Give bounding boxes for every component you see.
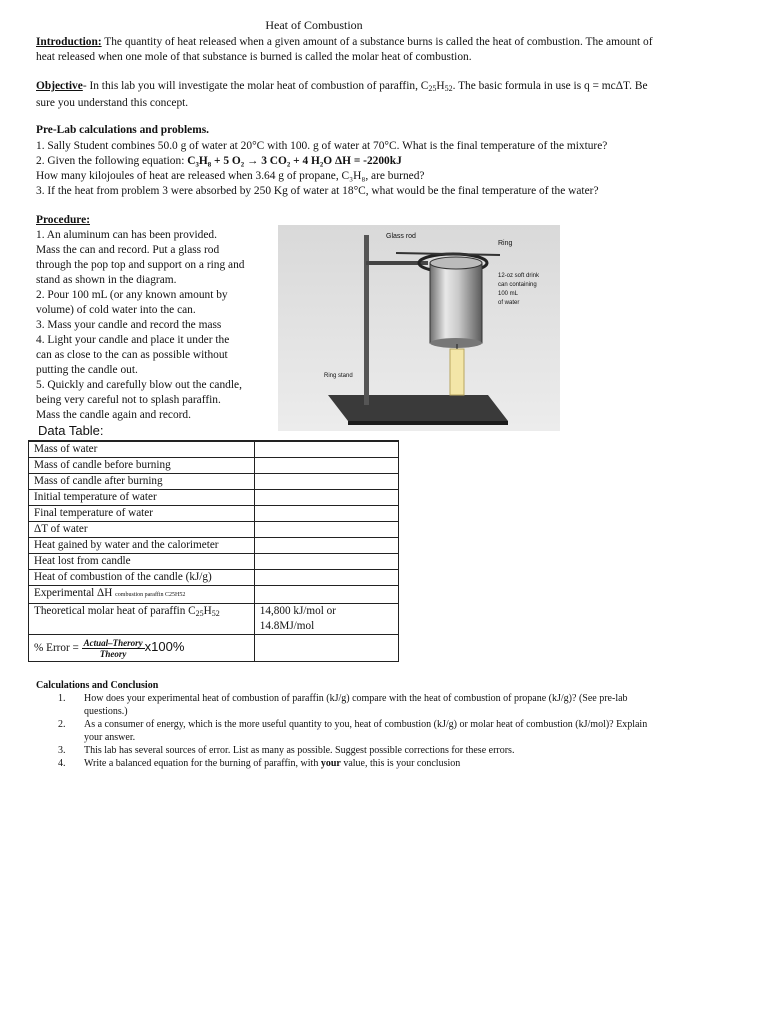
row-value-cell[interactable] xyxy=(254,506,398,522)
row-value-cell[interactable] xyxy=(254,522,398,538)
calc-question-4 xyxy=(58,757,738,770)
theoretical-label xyxy=(29,604,255,635)
row-label: ΔT of water xyxy=(29,522,255,538)
table-row xyxy=(29,441,399,458)
question-text: How does your experimental heat of combustion of paraffin (kJ/g) compare with the heat of combustion of propane (kJ/g)? (See pre-lab xyxy=(84,693,628,704)
soda-can-bottom xyxy=(430,338,482,348)
row-label: Mass of water xyxy=(29,441,255,458)
question-text: As a consumer of energy, which is the more useful quantity to you, heat of combustion (kJ/g) or molar heat of combustion (kJ/mol)? Explain xyxy=(84,719,648,730)
label-can: can containing xyxy=(498,282,537,288)
question-text: your answer. xyxy=(84,732,136,743)
percent-error-text: % Error = xyxy=(34,641,82,654)
procedure-line: stand as shown in the diagram. xyxy=(36,274,177,286)
row-label: Mass of candle before burning xyxy=(29,458,255,474)
question-number: 3. xyxy=(58,745,66,756)
row-value-cell[interactable] xyxy=(254,554,398,570)
label-ring: Ring xyxy=(498,240,513,247)
row-value-cell[interactable] xyxy=(254,570,398,586)
objective-text-1c: . The basic formula in use is q = mcΔT. Be xyxy=(452,80,648,92)
question-text: Write a balanced equation for the burning of paraffin, with xyxy=(84,758,321,769)
theoretical-value xyxy=(254,604,398,635)
propane-equation: C₃H₈ + 5 O₂ → 3 CO₂ + 4 H₂O ΔH = -2200kJ xyxy=(187,155,402,167)
question-text: This lab has several sources of error. List as many as possible. Suggest possible corrections for these errors. xyxy=(84,745,515,756)
prelab-heading: Pre-Lab calculations and problems. xyxy=(36,124,209,136)
label-ring-stand: Ring stand xyxy=(324,373,353,379)
row-value-cell[interactable] xyxy=(254,586,398,604)
ring-stand-rod xyxy=(364,235,369,405)
soda-can xyxy=(430,263,482,343)
experimental-dh-text: Experimental ΔH xyxy=(34,587,113,599)
table-row xyxy=(29,604,399,635)
prelab-question-1: 1. Sally Student combines 50.0 g of water at 20°C with 100. g of water at 70°C. What is the final temperature of the mixture? xyxy=(36,140,608,152)
objective-sub-52: 52 xyxy=(444,84,453,93)
calculations-questions xyxy=(58,692,738,770)
theoretical-value-kj: 14,800 kJ/mol or xyxy=(259,605,336,617)
question-text: questions.) xyxy=(84,706,128,717)
table-row xyxy=(29,635,399,662)
experimental-dh-subscript: combustion paraffin C25H52 xyxy=(115,592,186,598)
question-emphasis: your xyxy=(320,758,341,769)
row-label: Heat of combustion of the candle (kJ/g) xyxy=(29,570,255,586)
table-row xyxy=(29,458,399,474)
theoretical-text: Theoretical molar heat of paraffin C xyxy=(34,605,196,617)
soda-can-top xyxy=(430,257,482,269)
procedure-line: 3. Mass your candle and record the mass xyxy=(36,319,222,331)
row-label: Heat gained by water and the calorimeter xyxy=(29,538,255,554)
label-can: 100 mL xyxy=(498,291,519,297)
label-glass-rod: Glass rod xyxy=(386,233,416,240)
introduction-text-1: The quantity of heat released when a given amount of a substance burns is called the heat of combustion. The amount of xyxy=(101,36,653,48)
introduction-paragraph xyxy=(36,35,726,65)
calc-question-2 xyxy=(58,718,738,744)
label-can: 12-oz soft drink xyxy=(498,273,540,279)
calc-question-1 xyxy=(58,692,738,718)
candle xyxy=(450,349,464,395)
question-number: 2. xyxy=(58,719,66,730)
row-value-cell[interactable] xyxy=(254,474,398,490)
objective-text-2: sure you understand this concept. xyxy=(36,97,189,109)
question-text: value, this is your conclusion xyxy=(340,758,461,769)
table-row xyxy=(29,538,399,554)
theoretical-sub-25: 25 xyxy=(195,609,204,618)
objective-paragraph xyxy=(36,79,726,111)
procedure-line: Mass the candle again and record. xyxy=(36,409,191,421)
procedure-heading: Procedure: xyxy=(36,214,90,226)
data-table xyxy=(28,440,399,662)
objective-text-1b: H xyxy=(436,80,445,92)
prelab-questions xyxy=(36,139,726,199)
procedure-line: through the pop top and support on a ring and xyxy=(36,259,245,271)
procedure-line: 4. Light your candle and place it under the xyxy=(36,334,230,346)
prelab-question-3: 3. If the heat from problem 3 were absorbed by 250 Kg of water at 18°C, what would be the final temperature of the water? xyxy=(36,185,599,197)
procedure-line: putting the candle out. xyxy=(36,364,138,376)
ring-stand-base xyxy=(328,395,508,421)
procedure-line: being very careful not to splash paraffin. xyxy=(36,394,221,406)
table-row xyxy=(29,586,399,604)
table-row xyxy=(29,554,399,570)
fraction-numerator: Actual–Therory xyxy=(83,637,143,648)
row-label: Final temperature of water xyxy=(29,506,255,522)
question-number: 1. xyxy=(58,693,66,704)
row-value-cell[interactable] xyxy=(254,458,398,474)
procedure-line: Mass the can and record. Put a glass rod xyxy=(36,244,220,256)
procedure-steps xyxy=(36,228,274,423)
question-number: 4. xyxy=(58,758,66,769)
label-can: of water xyxy=(498,300,520,306)
row-label: Mass of candle after burning xyxy=(29,474,255,490)
row-value-cell[interactable] xyxy=(254,490,398,506)
theoretical-value-mj: 14.8MJ/mol xyxy=(259,620,315,632)
table-row xyxy=(29,490,399,506)
fraction-denominator: Theory xyxy=(99,648,127,659)
procedure-line: 5. Quickly and carefully blow out the candle, xyxy=(36,379,242,391)
row-value-cell[interactable] xyxy=(254,538,398,554)
objective-text-1a: - In this lab you will investigate the molar heat of combustion of paraffin, C xyxy=(82,80,429,92)
prelab-question-2-followup: How many kilojoules of heat are released when 3.64 g of propane, C₃H₈, are burned? xyxy=(36,170,425,182)
row-label: Heat lost from candle xyxy=(29,554,255,570)
calorimeter-diagram xyxy=(278,225,560,431)
table-row xyxy=(29,522,399,538)
theoretical-sub-52: 52 xyxy=(211,609,220,618)
procedure-line: 2. Pour 100 mL (or any known amount by xyxy=(36,289,228,301)
objective-sub-25: 25 xyxy=(428,84,437,93)
procedure-line: 1. An aluminum can has been provided. xyxy=(36,229,217,241)
table-row xyxy=(29,506,399,522)
calculations-heading: Calculations and Conclusion xyxy=(36,680,159,691)
prelab-question-2 xyxy=(36,154,726,169)
percent-error-label xyxy=(29,635,255,662)
objective-heading: Objective xyxy=(36,80,83,92)
table-row xyxy=(29,474,399,490)
percent-error-multiplier: x100% xyxy=(144,638,185,654)
introduction-heading: Introduction: xyxy=(36,36,102,48)
calc-question-3 xyxy=(58,744,738,757)
prelab-question-2-text: 2. Given the following equation: xyxy=(36,155,188,167)
procedure-line: volume) of cold water into the can. xyxy=(36,304,196,316)
document-title: Heat of Combustion xyxy=(265,18,363,32)
percent-error-fraction xyxy=(82,638,145,659)
data-table-label: Data Table: xyxy=(38,423,104,438)
table-row xyxy=(29,570,399,586)
row-value-cell[interactable] xyxy=(254,441,398,458)
row-label: Initial temperature of water xyxy=(29,490,255,506)
procedure-line: can as close to the can as possible without xyxy=(36,349,228,361)
introduction-text-2: heat released when one mole of that substance is burned is called the molar heat of combustion. xyxy=(36,51,472,63)
ring-stand-base-edge xyxy=(348,421,508,425)
experimental-dh-label xyxy=(29,586,255,604)
theoretical-h: H xyxy=(203,605,212,617)
row-value-cell[interactable] xyxy=(254,635,398,662)
